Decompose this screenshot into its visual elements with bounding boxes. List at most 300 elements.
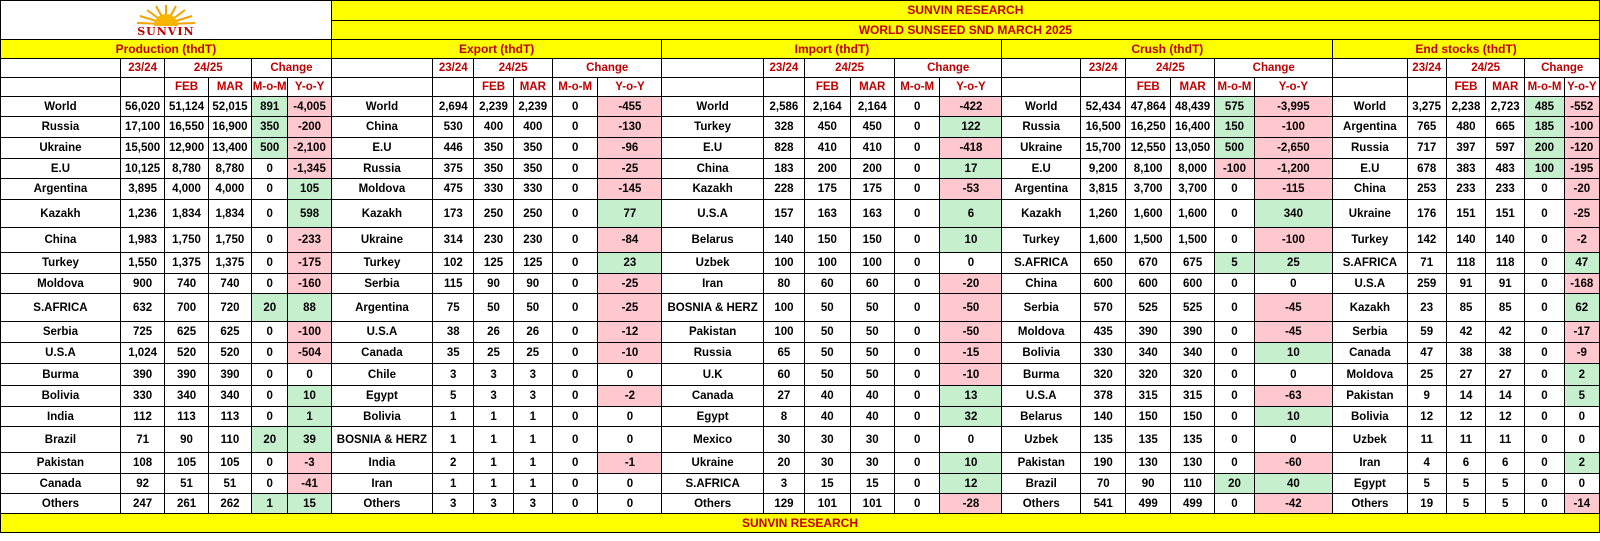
value-2324-cell: 328 [763,117,804,138]
country-cell: Kazakh [331,200,432,228]
value-mar-cell: 125 [513,253,552,274]
value-mar-cell: 5 [1486,474,1525,494]
value-mar-cell: 1 [513,474,552,494]
value-feb-cell: 91 [1446,274,1485,294]
table-row [1,474,1600,494]
value-2324-cell: 9 [1407,386,1446,407]
value-mar-cell: 1 [513,407,552,427]
country-cell: Burma [1,364,121,386]
country-cell: Others [1333,494,1407,514]
value-mar-cell: 150 [850,228,894,253]
mom-change-cell: 0 [1525,228,1564,253]
country-cell: Burma [1002,364,1081,386]
value-feb-cell: 3,700 [1126,179,1170,200]
country-cell: Others [1,494,121,514]
value-feb-cell: 151 [1446,200,1485,228]
country-cell: Brazil [1,427,121,453]
value-feb-cell: 315 [1126,386,1170,407]
table-row [1,386,1600,407]
col-header-mar: MAR [1170,78,1214,97]
yoy-change-cell: -504 [288,343,331,364]
country-cell: E.U [1,159,121,179]
footer-row [1,514,1600,533]
table-row [1,117,1600,138]
value-2324-cell: 5 [433,386,474,407]
value-feb-cell: 135 [1126,427,1170,453]
mom-change-cell: 0 [894,407,939,427]
value-2324-cell: 1 [433,427,474,453]
value-mar-cell: 400 [513,117,552,138]
value-feb-cell: 11 [1446,427,1485,453]
value-mar-cell: 130 [1170,453,1214,474]
value-feb-cell: 480 [1446,117,1485,138]
value-mar-cell: 30 [850,427,894,453]
country-cell: Argentina [1333,117,1407,138]
blank-cell [1,78,121,97]
value-mar-cell: 16,900 [208,117,251,138]
value-mar-cell: 5 [1486,494,1525,514]
blank-cell [662,78,763,97]
value-mar-cell: 2,164 [850,97,894,117]
mom-change-cell: 0 [1525,274,1564,294]
value-feb-cell: 600 [1126,274,1170,294]
mom-change-cell: 0 [552,159,597,179]
col-header-mom: M-o-M [894,78,939,97]
value-mar-cell: 163 [850,200,894,228]
country-cell: Ukraine [1,138,121,159]
mom-change-cell: 0 [894,386,939,407]
col-header-mar: MAR [513,78,552,97]
value-feb-cell: 230 [474,228,513,253]
value-feb-cell: 175 [805,179,850,200]
value-2324-cell: 59 [1407,322,1446,343]
col-header-2324: 23/24 [1081,59,1126,78]
mom-change-cell: 0 [1525,474,1564,494]
value-feb-cell: 163 [805,200,850,228]
value-mar-cell: 85 [1486,294,1525,322]
value-mar-cell: 410 [850,138,894,159]
yoy-change-cell: -9 [1564,343,1599,364]
report-company-title: SUNVIN RESEARCH [331,1,1599,21]
value-2324-cell: 375 [433,159,474,179]
value-mar-cell: 3 [513,494,552,514]
col-header-change: Change [1525,59,1600,78]
value-mar-cell: 42 [1486,322,1525,343]
mom-change-cell: 0 [1525,386,1564,407]
value-mar-cell: 625 [208,322,251,343]
value-mar-cell: 740 [208,274,251,294]
value-2324-cell: 1,983 [120,228,164,253]
value-2324-cell: 9,200 [1081,159,1126,179]
col-header-yoy: Y-o-Y [288,78,331,97]
value-mar-cell: 27 [1486,364,1525,386]
mom-change-cell: 0 [1215,407,1254,427]
table-row [1,427,1600,453]
table-row [1,494,1600,514]
mom-change-cell: 0 [1215,274,1254,294]
value-feb-cell: 2,239 [474,97,513,117]
col-header-yoy: Y-o-Y [940,78,1002,97]
value-2324-cell: 142 [1407,228,1446,253]
value-2324-cell: 650 [1081,253,1126,274]
value-2324-cell: 4 [1407,453,1446,474]
country-cell: Uzbek [1333,427,1407,453]
value-feb-cell: 26 [474,322,513,343]
mom-change-cell: 0 [1525,200,1564,228]
blank-cell [331,78,432,97]
mom-change-cell: 0 [552,427,597,453]
value-mar-cell: 50 [850,294,894,322]
country-cell: Argentina [1,179,121,200]
value-2324-cell: 632 [120,294,164,322]
value-mar-cell: 1,600 [1170,200,1214,228]
country-cell: Russia [331,159,432,179]
col-header-yoy: Y-o-Y [598,78,662,97]
mom-change-cell: 0 [1215,200,1254,228]
value-feb-cell: 25 [474,343,513,364]
col-header-mom: M-o-M [552,78,597,97]
country-cell: Pakistan [1002,453,1081,474]
value-feb-cell: 261 [165,494,208,514]
country-cell: Ukraine [331,228,432,253]
mom-change-cell: 0 [552,386,597,407]
yoy-change-cell: -130 [598,117,662,138]
yoy-change-cell: 25 [1254,253,1333,274]
value-feb-cell: 101 [805,494,850,514]
value-2324-cell: 129 [763,494,804,514]
mom-change-cell: 5 [1215,253,1254,274]
yoy-change-cell: 598 [288,200,331,228]
value-feb-cell: 1,375 [165,253,208,274]
value-feb-cell: 105 [165,453,208,474]
table-row [1,97,1600,117]
mom-change-cell: 0 [1525,343,1564,364]
yoy-change-cell: -100 [1254,228,1333,253]
mom-change-cell: 0 [894,159,939,179]
value-feb-cell: 5 [1446,474,1485,494]
country-cell: E.U [662,138,763,159]
value-2324-cell: 2,586 [763,97,804,117]
yoy-change-cell: 40 [1254,474,1333,494]
country-cell: U.S.A [1333,274,1407,294]
mom-change-cell: 0 [1525,427,1564,453]
country-cell: China [1,228,121,253]
country-cell: Pakistan [1,453,121,474]
value-feb-cell: 670 [1126,253,1170,274]
value-feb-cell: 14 [1446,386,1485,407]
value-2324-cell: 330 [1081,343,1126,364]
yoy-change-cell: -175 [288,253,331,274]
value-feb-cell: 1 [474,407,513,427]
value-feb-cell: 150 [805,228,850,253]
value-mar-cell: 1 [513,453,552,474]
yoy-change-cell: -45 [1254,322,1333,343]
value-feb-cell: 340 [1126,343,1170,364]
country-cell: Bolivia [1333,407,1407,427]
mom-change-cell: 185 [1525,117,1564,138]
value-feb-cell: 450 [805,117,850,138]
value-mar-cell: 200 [850,159,894,179]
col-header-yoy: Y-o-Y [1254,78,1333,97]
report-footer: SUNVIN RESEARCH [1,514,1600,533]
value-mar-cell: 16,400 [1170,117,1214,138]
country-cell: E.U [1333,159,1407,179]
country-cell: Argentina [331,294,432,322]
blank-cell [1333,59,1407,78]
yoy-change-cell: -14 [1564,494,1599,514]
mom-change-cell: 0 [1525,294,1564,322]
value-mar-cell: 1,750 [208,228,251,253]
yoy-change-cell: 0 [1564,474,1599,494]
col-header-feb: FEB [1446,78,1485,97]
value-mar-cell: 14 [1486,386,1525,407]
value-mar-cell: 140 [1486,228,1525,253]
mom-change-cell: 0 [894,364,939,386]
yoy-change-cell: -84 [598,228,662,253]
yoy-change-cell: 0 [1254,427,1333,453]
yoy-change-cell: 1 [288,407,331,427]
col-header-mom: M-o-M [1525,78,1564,97]
value-feb-cell: 125 [474,253,513,274]
value-2324-cell: 1,260 [1081,200,1126,228]
yoy-change-cell: -42 [1254,494,1333,514]
country-cell: U.S.A [1002,386,1081,407]
year-header-row [1,59,1600,78]
mom-change-cell: 0 [252,343,288,364]
yoy-change-cell: 47 [1564,253,1599,274]
value-mar-cell: 60 [850,274,894,294]
yoy-change-cell: -120 [1564,138,1599,159]
table-row [1,364,1600,386]
mom-change-cell: 0 [252,179,288,200]
mom-change-cell: -100 [1215,159,1254,179]
sun-icon [136,4,196,26]
yoy-change-cell: -60 [1254,453,1333,474]
value-feb-cell: 90 [165,427,208,453]
value-mar-cell: 390 [208,364,251,386]
yoy-change-cell: -10 [940,364,1002,386]
value-feb-cell: 50 [805,364,850,386]
value-mar-cell: 52,015 [208,97,251,117]
yoy-change-cell: -1,345 [288,159,331,179]
value-2324-cell: 2 [433,453,474,474]
country-cell: World [1,97,121,117]
value-mar-cell: 675 [1170,253,1214,274]
value-2324-cell: 765 [1407,117,1446,138]
value-mar-cell: 233 [1486,179,1525,200]
section-title: Production (thdT) [1,40,332,59]
blank-cell [1407,78,1446,97]
country-cell: World [662,97,763,117]
yoy-change-cell: -195 [1564,159,1599,179]
mom-change-cell: 0 [1525,322,1564,343]
yoy-change-cell: 0 [1254,364,1333,386]
value-mar-cell: 520 [208,343,251,364]
value-2324-cell: 108 [120,453,164,474]
value-2324-cell: 314 [433,228,474,253]
yoy-change-cell: -2 [598,386,662,407]
value-feb-cell: 740 [165,274,208,294]
country-cell: Belarus [1002,407,1081,427]
mom-change-cell: 350 [252,117,288,138]
value-feb-cell: 1 [474,453,513,474]
blank-cell [662,59,763,78]
value-feb-cell: 390 [165,364,208,386]
yoy-change-cell: -63 [1254,386,1333,407]
table-row [1,253,1600,274]
value-2324-cell: 25 [1407,364,1446,386]
value-feb-cell: 1,600 [1126,200,1170,228]
country-cell: Iran [331,474,432,494]
value-feb-cell: 390 [1126,322,1170,343]
value-mar-cell: 2,239 [513,97,552,117]
section-title: End stocks (thdT) [1333,40,1600,59]
col-header-2425: 24/25 [805,59,895,78]
value-feb-cell: 16,550 [165,117,208,138]
mom-change-cell: 0 [1215,453,1254,474]
yoy-change-cell: 15 [288,494,331,514]
mom-change-cell: 0 [552,117,597,138]
country-cell: Russia [1333,138,1407,159]
value-feb-cell: 350 [474,159,513,179]
mom-change-cell: 0 [252,474,288,494]
value-2324-cell: 47 [1407,343,1446,364]
yoy-change-cell: 2 [1564,364,1599,386]
yoy-change-cell: 13 [940,386,1002,407]
mom-change-cell: 0 [894,427,939,453]
value-2324-cell: 228 [763,179,804,200]
mom-change-cell: 0 [1525,364,1564,386]
value-mar-cell: 118 [1486,253,1525,274]
yoy-change-cell: -455 [598,97,662,117]
mom-change-cell: 0 [552,294,597,322]
value-mar-cell: 499 [1170,494,1214,514]
mom-change-cell: 0 [894,117,939,138]
value-mar-cell: 3 [513,364,552,386]
value-feb-cell: 3 [474,386,513,407]
col-header-mar: MAR [208,78,251,97]
country-cell: Russia [1002,117,1081,138]
value-feb-cell: 4,000 [165,179,208,200]
value-feb-cell: 38 [1446,343,1485,364]
col-header-change: Change [252,59,332,78]
country-cell: World [1002,97,1081,117]
col-header-mar: MAR [850,78,894,97]
value-feb-cell: 50 [805,322,850,343]
yoy-change-cell: 10 [940,453,1002,474]
logo [1,1,332,40]
value-feb-cell: 525 [1126,294,1170,322]
yoy-change-cell: 0 [940,253,1002,274]
value-2324-cell: 3 [763,474,804,494]
value-mar-cell: 50 [850,322,894,343]
value-2324-cell: 3,895 [120,179,164,200]
yoy-change-cell: -10 [598,343,662,364]
yoy-change-cell: -100 [1254,117,1333,138]
value-2324-cell: 3,815 [1081,179,1126,200]
value-mar-cell: 13,050 [1170,138,1214,159]
yoy-change-cell: -168 [1564,274,1599,294]
value-2324-cell: 71 [120,427,164,453]
country-cell: Serbia [331,274,432,294]
mom-change-cell: 0 [552,474,597,494]
mom-change-cell: 0 [252,364,288,386]
value-feb-cell: 1 [474,427,513,453]
value-mar-cell: 25 [513,343,552,364]
value-mar-cell: 51 [208,474,251,494]
mom-change-cell: 0 [894,200,939,228]
mom-change-cell: 0 [894,453,939,474]
value-feb-cell: 118 [1446,253,1485,274]
value-2324-cell: 100 [763,253,804,274]
country-cell: Kazakh [1333,294,1407,322]
yoy-change-cell: 62 [1564,294,1599,322]
yoy-change-cell: -25 [598,294,662,322]
country-cell: Canada [662,386,763,407]
value-2324-cell: 92 [120,474,164,494]
mom-change-cell: 20 [252,294,288,322]
value-2324-cell: 320 [1081,364,1126,386]
value-2324-cell: 183 [763,159,804,179]
value-mar-cell: 15 [850,474,894,494]
value-2324-cell: 16,500 [1081,117,1126,138]
yoy-change-cell: 0 [940,427,1002,453]
mom-change-cell: 20 [252,427,288,453]
table-row [1,294,1600,322]
value-feb-cell: 400 [474,117,513,138]
country-cell: U.S.A [662,200,763,228]
value-2324-cell: 247 [120,494,164,514]
value-2324-cell: 541 [1081,494,1126,514]
country-cell: Others [1002,494,1081,514]
value-mar-cell: 320 [1170,364,1214,386]
value-feb-cell: 90 [1126,474,1170,494]
country-cell: Moldova [1333,364,1407,386]
value-2324-cell: 1,236 [120,200,164,228]
mom-change-cell: 0 [894,343,939,364]
value-2324-cell: 100 [763,294,804,322]
country-cell: Ukraine [662,453,763,474]
mom-change-cell: 0 [894,494,939,514]
country-cell: Serbia [1333,322,1407,343]
value-feb-cell: 30 [805,453,850,474]
value-feb-cell: 40 [805,407,850,427]
col-header-2425: 24/25 [474,59,553,78]
mom-change-cell: 200 [1525,138,1564,159]
yoy-change-cell: 10 [940,228,1002,253]
value-2324-cell: 157 [763,200,804,228]
col-header-2324: 23/24 [1407,59,1446,78]
value-mar-cell: 91 [1486,274,1525,294]
value-2324-cell: 135 [1081,427,1126,453]
yoy-change-cell: 12 [940,474,1002,494]
yoy-change-cell: 23 [598,253,662,274]
value-feb-cell: 330 [474,179,513,200]
value-mar-cell: 110 [1170,474,1214,494]
country-cell: S.AFRICA [1002,253,1081,274]
yoy-change-cell: -50 [940,322,1002,343]
section-title: Export (thdT) [331,40,662,59]
yoy-change-cell: -12 [598,322,662,343]
yoy-change-cell: -100 [288,322,331,343]
country-cell: China [1333,179,1407,200]
table-row [1,138,1600,159]
value-2324-cell: 5 [1407,474,1446,494]
mom-change-cell: 0 [1215,322,1254,343]
value-2324-cell: 17,100 [120,117,164,138]
yoy-change-cell: -96 [598,138,662,159]
section-title: Crush (thdT) [1002,40,1333,59]
